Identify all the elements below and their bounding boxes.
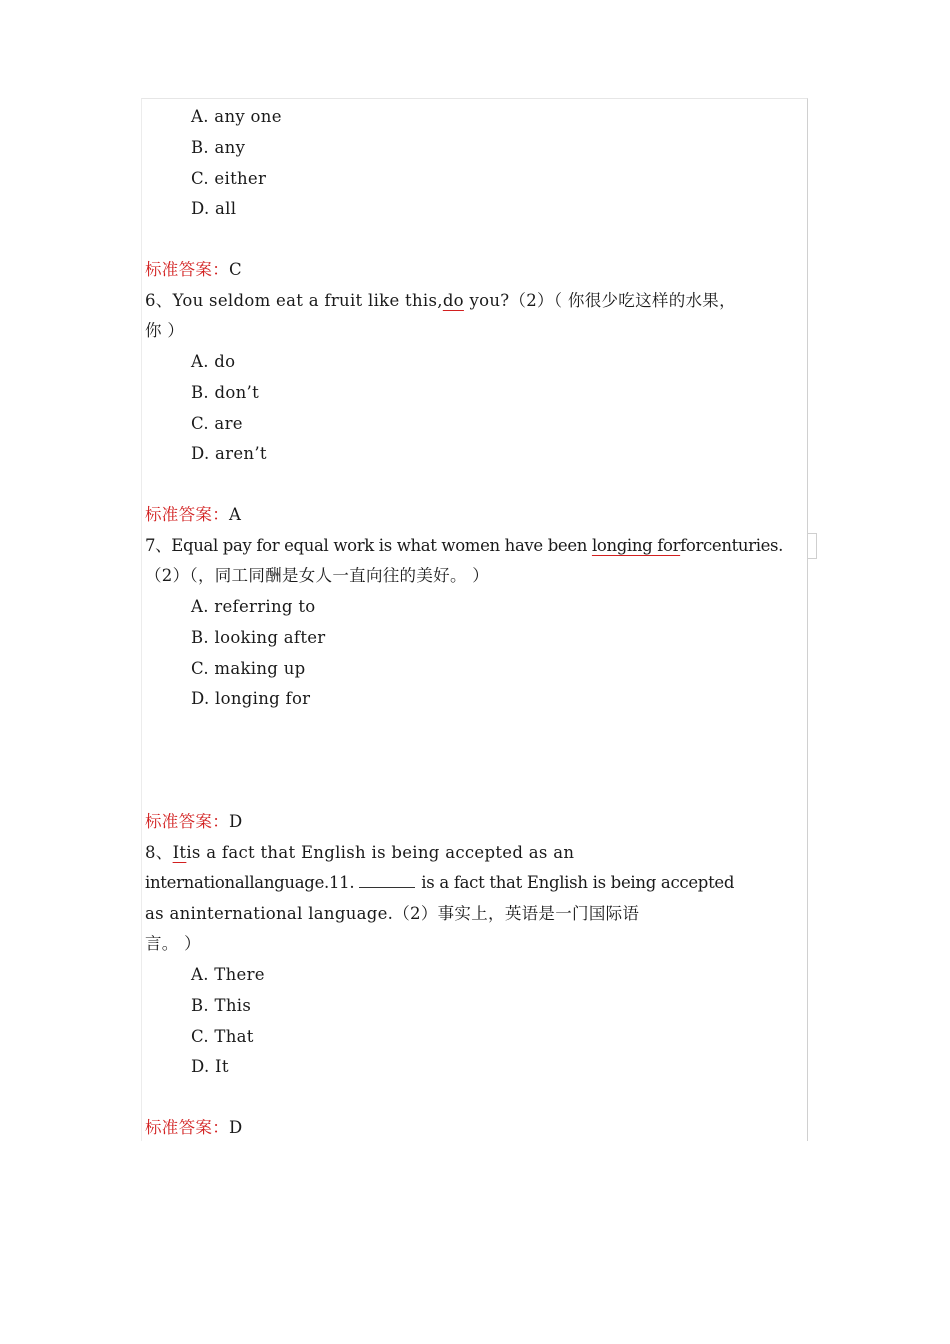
answer-value: D — [229, 812, 243, 831]
q8-option-c[interactable]: C. That — [191, 1027, 254, 1046]
q8-stem-underlined: It — [172, 843, 187, 862]
q6-option-b[interactable]: B. don’t — [191, 383, 260, 402]
q8-stem-line3: as aninternational language.（2）事实上，英语是一门国际语 — [145, 904, 640, 923]
q5-answer — [145, 259, 242, 281]
q7-option-a[interactable]: A. referring to — [191, 597, 316, 616]
q5-option-d[interactable]: D. all — [191, 199, 237, 218]
q7-stem-underlined: longing for — [591, 536, 681, 555]
q6-stem-text: 6、You seldom eat a fruit like this, — [145, 291, 443, 310]
q8-answer — [145, 1117, 243, 1139]
q6-option-a[interactable]: A. do — [191, 352, 236, 371]
q8-stem-text-2: is a fact that English is being accepted as an — [186, 843, 575, 862]
q6-option-c[interactable]: C. are — [191, 414, 243, 433]
q6-option-d[interactable]: D. aren’t — [191, 444, 267, 463]
q6-stem-underlined: do — [442, 291, 464, 310]
q6-stem-line2: 你 ） — [145, 321, 185, 340]
q7-stem-text-2: forcenturies. — [680, 536, 784, 555]
q8-stem-line2-text-2: is a fact that English is being accepted — [421, 873, 735, 892]
q7-answer — [145, 811, 243, 833]
frame-edge-stub — [808, 533, 817, 559]
q8-stem-line2 — [145, 872, 734, 894]
q7-stem-line2: （2）（，同工同酬是女人一直向往的美好。 ） — [145, 566, 490, 585]
q7-stem-text: 7、Equal pay for equal work is what women have been — [145, 536, 592, 555]
q8-option-b[interactable]: B. This — [191, 996, 252, 1015]
q8-stem-line4: 言。 ） — [145, 934, 201, 953]
answer-label: 标准答案： — [145, 505, 229, 524]
q5-option-b[interactable]: B. any — [191, 138, 246, 157]
q7-stem — [145, 535, 783, 557]
q6-answer — [145, 504, 241, 526]
q8-option-a[interactable]: A. There — [191, 965, 265, 984]
answer-label: 标准答案： — [145, 812, 229, 831]
q8-stem-line2-text: internationallanguage.11. — [145, 873, 360, 892]
q5-option-c[interactable]: C. either — [191, 169, 267, 188]
q7-option-d[interactable]: D. longing for — [191, 689, 311, 708]
answer-value: A — [229, 505, 242, 524]
answer-value: C — [229, 260, 242, 279]
q7-option-b[interactable]: B. looking after — [191, 628, 326, 647]
q8-option-d[interactable]: D. It — [191, 1057, 229, 1076]
answer-label: 标准答案： — [145, 1118, 229, 1137]
q6-stem — [145, 290, 736, 312]
answer-label: 标准答案： — [145, 260, 229, 279]
q7-option-c[interactable]: C. making up — [191, 659, 306, 678]
q8-stem-text: 8、 — [145, 843, 173, 862]
answer-blank — [359, 873, 415, 888]
q6-stem-text-2: you?（2）（ 你很少吃这样的水果， — [463, 291, 736, 310]
answer-value: D — [229, 1118, 243, 1137]
q8-stem — [145, 842, 574, 864]
q5-option-a[interactable]: A. any one — [191, 107, 282, 126]
